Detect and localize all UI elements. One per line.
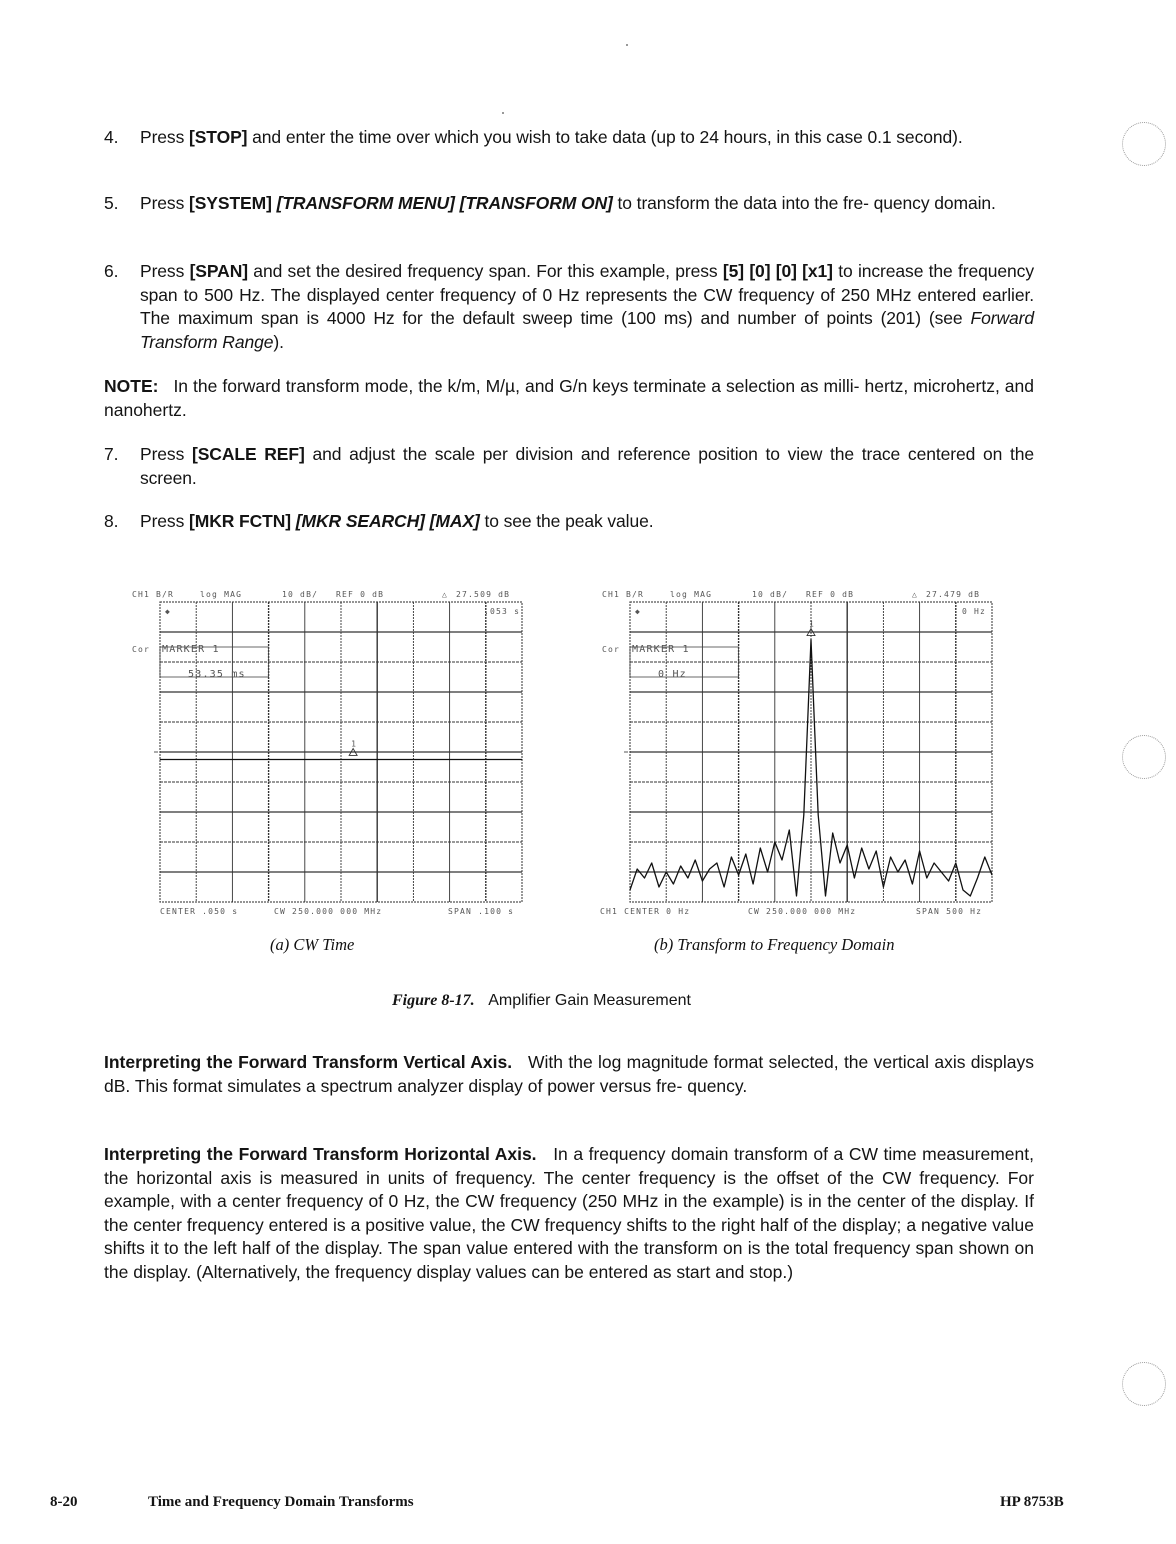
chart-a-svg — [128, 586, 528, 921]
step-text — [140, 260, 1034, 354]
footer-middle: CW 250.000 000 MHz — [274, 907, 383, 916]
header-scale: 10 dB/ — [752, 590, 789, 599]
header-measurement: B/R — [626, 590, 645, 599]
header-marker-readout: 27.509 dB — [456, 590, 511, 599]
data-point — [919, 851, 920, 852]
data-point — [840, 863, 841, 864]
softkey-label: [TRANSFORM MENU] — [276, 193, 455, 213]
data-point — [659, 887, 660, 888]
figure-number: Figure 8-17. — [392, 992, 475, 1009]
marker-value: 0 Hz — [658, 669, 687, 680]
data-point — [818, 815, 819, 816]
side-label: Cor — [132, 645, 151, 654]
chart-frequency-domain — [598, 586, 998, 926]
softkey-label: [MAX] — [429, 511, 480, 531]
data-point — [673, 884, 674, 885]
scan-speck — [626, 44, 628, 46]
section-horizontal-axis — [104, 1143, 1034, 1285]
hole-punch-mark — [1122, 1362, 1166, 1406]
data-point — [926, 878, 927, 879]
data-point — [977, 878, 978, 879]
data-point — [760, 848, 761, 849]
data-point — [774, 842, 775, 843]
subcaption-a: (a) CW Time — [270, 935, 355, 954]
data-point — [814, 728, 815, 729]
header-ref: REF 0 dB — [806, 590, 855, 599]
marker-number: 1 — [809, 619, 816, 629]
data-point — [753, 884, 754, 885]
subcaption-b: (b) Transform to Frequency Domain — [654, 935, 895, 954]
step-number: 5. — [104, 193, 119, 213]
data-point — [897, 872, 898, 873]
data-point — [782, 860, 783, 861]
footer-right: SPAN 500 Hz — [916, 907, 983, 916]
text-run: ). — [273, 331, 284, 352]
footer-page-number: 8-20 — [50, 1494, 78, 1510]
data-point — [941, 872, 942, 873]
section-text: In a frequency domain transform of a CW time measurement, the horizontal axis is measured in units of frequency. The center frequency is the offset of the CW frequency. For example, with a center frequency of 0 Hz, the CW frequency (250 MHz in the example) is in the center of the display. If the center frequency entered is a positive value, the CW frequency shifts to the right half of the display; a negative value shifts it to the left half of the display. The span value entered with the transform on is the total frequency span shown on the display. (Alternatively, the frequency display values can be entered as start and stop.) — [104, 1144, 1034, 1282]
step-number: 6. — [104, 261, 119, 281]
text-run: Press — [140, 127, 189, 147]
footer-chapter: Time and Frequency Domain Transforms — [148, 1494, 414, 1510]
data-point — [811, 639, 812, 640]
marker-box-top-left: ◆ — [635, 607, 642, 616]
data-point — [970, 896, 971, 897]
data-point — [666, 872, 667, 873]
text-run: Press — [140, 444, 192, 464]
marker-label: MARKER 1 — [162, 644, 220, 655]
softkey-label: [TRANSFORM ON] — [459, 193, 613, 213]
figure-title: Amplifier Gain Measurement — [488, 992, 691, 1009]
data-point — [702, 881, 703, 882]
marker-number: 1 — [351, 739, 358, 749]
data-point — [688, 878, 689, 879]
step-7 — [104, 443, 1034, 490]
header-ref: REF 0 dB — [336, 590, 385, 599]
data-point — [796, 896, 797, 897]
data-point — [160, 759, 161, 760]
step-number: 8. — [104, 511, 119, 531]
chart-b-svg — [598, 586, 998, 921]
header-channel: CH1 — [602, 590, 621, 599]
header-format: log MAG — [670, 590, 713, 599]
step-text — [140, 192, 1034, 216]
data-point — [716, 863, 717, 864]
text-run: and set the desired frequency span. For this example, press — [247, 261, 723, 281]
footer-right: SPAN .100 s — [448, 907, 515, 916]
data-point — [825, 896, 826, 897]
section-heading: Interpreting the Forward Transform Horizontal Axis. — [104, 1144, 537, 1164]
hardkey-label: [SPAN] — [189, 261, 248, 281]
text-run: to see the peak value. — [479, 511, 654, 531]
hardkey-label: [5] [0] [0] [x1] — [722, 261, 833, 281]
text-run: and adjust the scale per division and reference position to view the trace centered on the screen. — [140, 444, 1035, 488]
scan-speck — [502, 112, 504, 114]
text-run: and enter the time over which you wish to take data (up to 24 hours, in this case 0.1 second). — [247, 127, 963, 147]
data-point — [992, 875, 993, 876]
text-run: to increase the frequency span to 500 Hz. The displayed center frequency of 0 Hz represents the CW frequency of 250 MHz entered earlier. The maximum span is 4000 Hz for the default sweep time (100 ms) and number of points (201) (see — [140, 261, 1034, 328]
section-heading: Interpreting the Forward Transform Vertical Axis. — [104, 1052, 513, 1072]
note — [104, 375, 1034, 422]
hardkey-label: [SCALE REF] — [191, 444, 305, 464]
data-point — [832, 833, 833, 834]
data-point — [724, 887, 725, 888]
data-point — [680, 866, 681, 867]
data-point — [876, 851, 877, 852]
text-run: Press — [140, 261, 190, 281]
hardkey-label: [SYSTEM] — [189, 193, 272, 213]
data-point — [807, 728, 808, 729]
section-text: With the log magnitude format selected, the vertical axis displays dB. This format simulates a spectrum analyzer display of power versus fre- quency. — [104, 1052, 1034, 1096]
text-run: to transform the data into the fre- quency domain. — [612, 193, 996, 213]
data-point — [912, 884, 913, 885]
data-point — [789, 830, 790, 831]
header-scale: 10 dB/ — [282, 590, 319, 599]
marker-label: MARKER 1 — [632, 644, 690, 655]
marker-box-top-right: 0 Hz — [962, 607, 987, 616]
data-point — [651, 863, 652, 864]
data-point — [948, 881, 949, 882]
data-point — [847, 845, 848, 846]
step-number: 4. — [104, 127, 119, 147]
data-point — [890, 857, 891, 858]
header-channel: CH1 — [132, 590, 151, 599]
header-marker-symbol: △ — [912, 590, 919, 599]
data-point — [644, 878, 645, 879]
side-label: Cor — [602, 645, 621, 654]
data-point — [522, 759, 523, 760]
data-point — [869, 869, 870, 870]
figure-caption — [392, 992, 691, 1010]
section-vertical-axis — [104, 1051, 1034, 1098]
header-marker-symbol: △ — [442, 590, 449, 599]
chart-cw-time — [128, 586, 528, 926]
cross-reference: Forward Transform Range — [140, 308, 1034, 352]
step-4 — [104, 126, 1034, 150]
step-8 — [104, 510, 1034, 534]
footer-middle: CW 250.000 000 MHz — [748, 907, 857, 916]
data-point — [803, 815, 804, 816]
note-label: NOTE: — [104, 376, 159, 396]
step-text — [140, 126, 1034, 150]
data-point — [767, 872, 768, 873]
data-point — [637, 869, 638, 870]
data-point — [861, 848, 862, 849]
marker-box-top-right: .053 s — [484, 607, 521, 616]
step-6 — [104, 260, 1034, 354]
data-point — [883, 887, 884, 888]
softkey-label: [MKR SEARCH] — [295, 511, 425, 531]
step-5 — [104, 192, 1034, 216]
step-number: 7. — [104, 444, 119, 464]
data-point — [630, 890, 631, 891]
data-point — [745, 854, 746, 855]
footer-left: CH1 CENTER 0 Hz — [600, 907, 691, 916]
header-format: log MAG — [200, 590, 243, 599]
marker-value: 53.35 ms — [188, 669, 246, 680]
hole-punch-mark — [1122, 735, 1166, 779]
hardkey-label: [STOP] — [189, 127, 248, 147]
header-measurement: B/R — [156, 590, 175, 599]
data-point — [934, 863, 935, 864]
footer-left: CENTER .050 s — [160, 907, 239, 916]
data-point — [963, 890, 964, 891]
text-run: Press — [140, 511, 189, 531]
data-point — [738, 875, 739, 876]
data-point — [695, 860, 696, 861]
data-point — [984, 857, 985, 858]
step-text — [140, 510, 1034, 534]
marker-box-top-left: ◆ — [165, 607, 172, 616]
footer-product: HP 8753B — [1000, 1494, 1064, 1510]
data-point — [854, 878, 855, 879]
hardkey-label: [MKR FCTN] — [189, 511, 292, 531]
text-run: Press — [140, 193, 189, 213]
data-point — [905, 860, 906, 861]
hole-punch-mark — [1122, 122, 1166, 166]
data-point — [731, 857, 732, 858]
step-text — [140, 443, 1034, 490]
data-point — [709, 869, 710, 870]
header-marker-readout: 27.479 dB — [926, 590, 981, 599]
data-point — [955, 863, 956, 864]
note-text: In the forward transform mode, the k/m, M/µ, and G/n keys terminate a selection as milli- hertz, microhertz, and nanohertz. — [104, 376, 1034, 420]
